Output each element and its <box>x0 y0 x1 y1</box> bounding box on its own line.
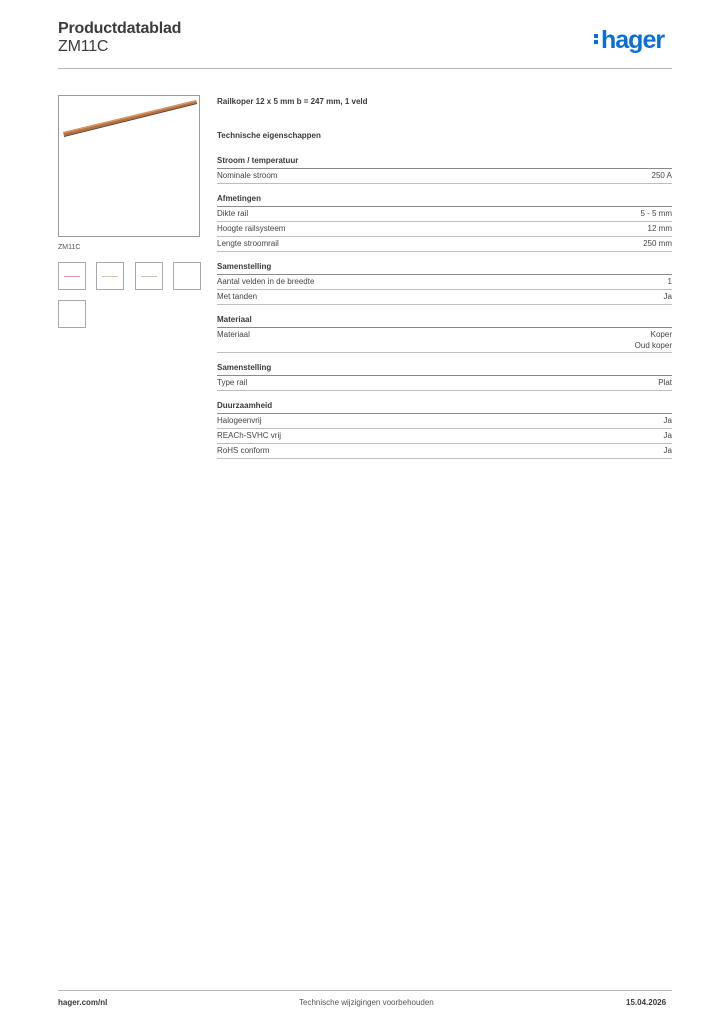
spec-row <box>217 429 672 444</box>
spec-section-title: Samenstelling <box>217 260 672 275</box>
spec-row <box>217 169 672 184</box>
product-code: ZM11C <box>58 38 109 55</box>
spec-row <box>217 328 672 353</box>
spec-value-line: Ja <box>663 416 672 425</box>
spec-value-line: Koper <box>650 330 672 339</box>
thumbnail-preview <box>102 276 118 277</box>
spec-label: Type rail <box>217 378 248 387</box>
spec-row <box>217 444 672 459</box>
spec-section-title: Stroom / temperatuur <box>217 154 672 169</box>
thumbnail-preview <box>64 276 80 277</box>
footer-website-link[interactable]: hager.com/nl <box>58 998 108 1007</box>
header-divider <box>58 68 672 69</box>
spec-value <box>664 291 672 303</box>
spec-section <box>217 361 672 391</box>
spec-value-line: Plat <box>658 378 672 387</box>
spec-label: Hoogte railsysteem <box>217 224 286 233</box>
copper-rail-illustration <box>59 96 199 236</box>
spec-section <box>217 154 672 184</box>
spec-section-title: Afmetingen <box>217 192 672 207</box>
spec-value <box>640 208 672 220</box>
thumbnail-preview <box>141 276 157 277</box>
brand-name: hager <box>601 26 665 54</box>
spec-row <box>217 275 672 290</box>
spec-label: Met tanden <box>217 292 258 301</box>
spec-label: RoHS conform <box>217 446 270 455</box>
spec-value <box>652 170 672 182</box>
spec-value-line: 1 <box>667 277 672 286</box>
spec-value-line: Ja <box>663 446 672 455</box>
spec-value <box>658 377 672 389</box>
spec-row <box>217 222 672 237</box>
spec-row <box>217 207 672 222</box>
document-title: Productdatablad <box>58 20 182 37</box>
specifications-table <box>217 154 672 467</box>
footer-divider <box>58 990 672 991</box>
spec-label: Lengte stroomrail <box>217 239 279 248</box>
spec-value-line: 12 mm <box>647 224 672 233</box>
footer-disclaimer: Technische wijzigingen voorbehouden <box>299 998 434 1007</box>
spec-section <box>217 399 672 459</box>
spec-value <box>664 445 672 457</box>
spec-label: Materiaal <box>217 330 250 339</box>
spec-section <box>217 192 672 252</box>
spec-label: Halogeenvrij <box>217 416 262 425</box>
footer-date: 15.04.2026 <box>626 998 667 1007</box>
spec-section <box>217 313 672 353</box>
spec-section-title: Materiaal <box>217 313 672 328</box>
hager-logo <box>594 28 664 53</box>
spec-value-line: 250 A <box>651 171 672 180</box>
spec-value <box>668 276 672 288</box>
spec-row <box>217 414 672 429</box>
technical-properties-title: Technische eigenschappen <box>217 131 321 140</box>
spec-value <box>635 329 672 351</box>
spec-value <box>643 238 672 250</box>
spec-value <box>664 415 672 427</box>
spec-label: Dikte rail <box>217 209 249 218</box>
spec-section <box>217 260 672 305</box>
product-thumbnail[interactable] <box>173 262 201 290</box>
spec-label: REACh-SVHC vrij <box>217 431 282 440</box>
spec-row <box>217 376 672 391</box>
logo-dots-icon <box>594 32 599 46</box>
image-caption: ZM11C <box>58 244 81 251</box>
spec-section-title: Samenstelling <box>217 361 672 376</box>
spec-value-line: 250 mm <box>643 239 672 248</box>
spec-value <box>648 223 672 235</box>
spec-value-line: Oud koper <box>634 341 672 350</box>
product-thumbnail[interactable] <box>58 300 86 328</box>
spec-value-line: Ja <box>663 431 672 440</box>
product-image <box>58 95 200 237</box>
spec-value-line: 5 - 5 mm <box>640 209 672 218</box>
spec-value-line: Ja <box>663 292 672 301</box>
spec-label: Nominale stroom <box>217 171 278 180</box>
product-thumbnail[interactable] <box>135 262 163 290</box>
spec-row <box>217 290 672 305</box>
spec-value <box>664 430 672 442</box>
spec-section-title: Duurzaamheid <box>217 399 672 414</box>
product-thumbnail[interactable] <box>96 262 124 290</box>
product-description: Railkoper 12 x 5 mm b = 247 mm, 1 veld <box>217 97 368 106</box>
spec-label: Aantal velden in de breedte <box>217 277 315 286</box>
product-thumbnail[interactable] <box>58 262 86 290</box>
spec-row <box>217 237 672 252</box>
